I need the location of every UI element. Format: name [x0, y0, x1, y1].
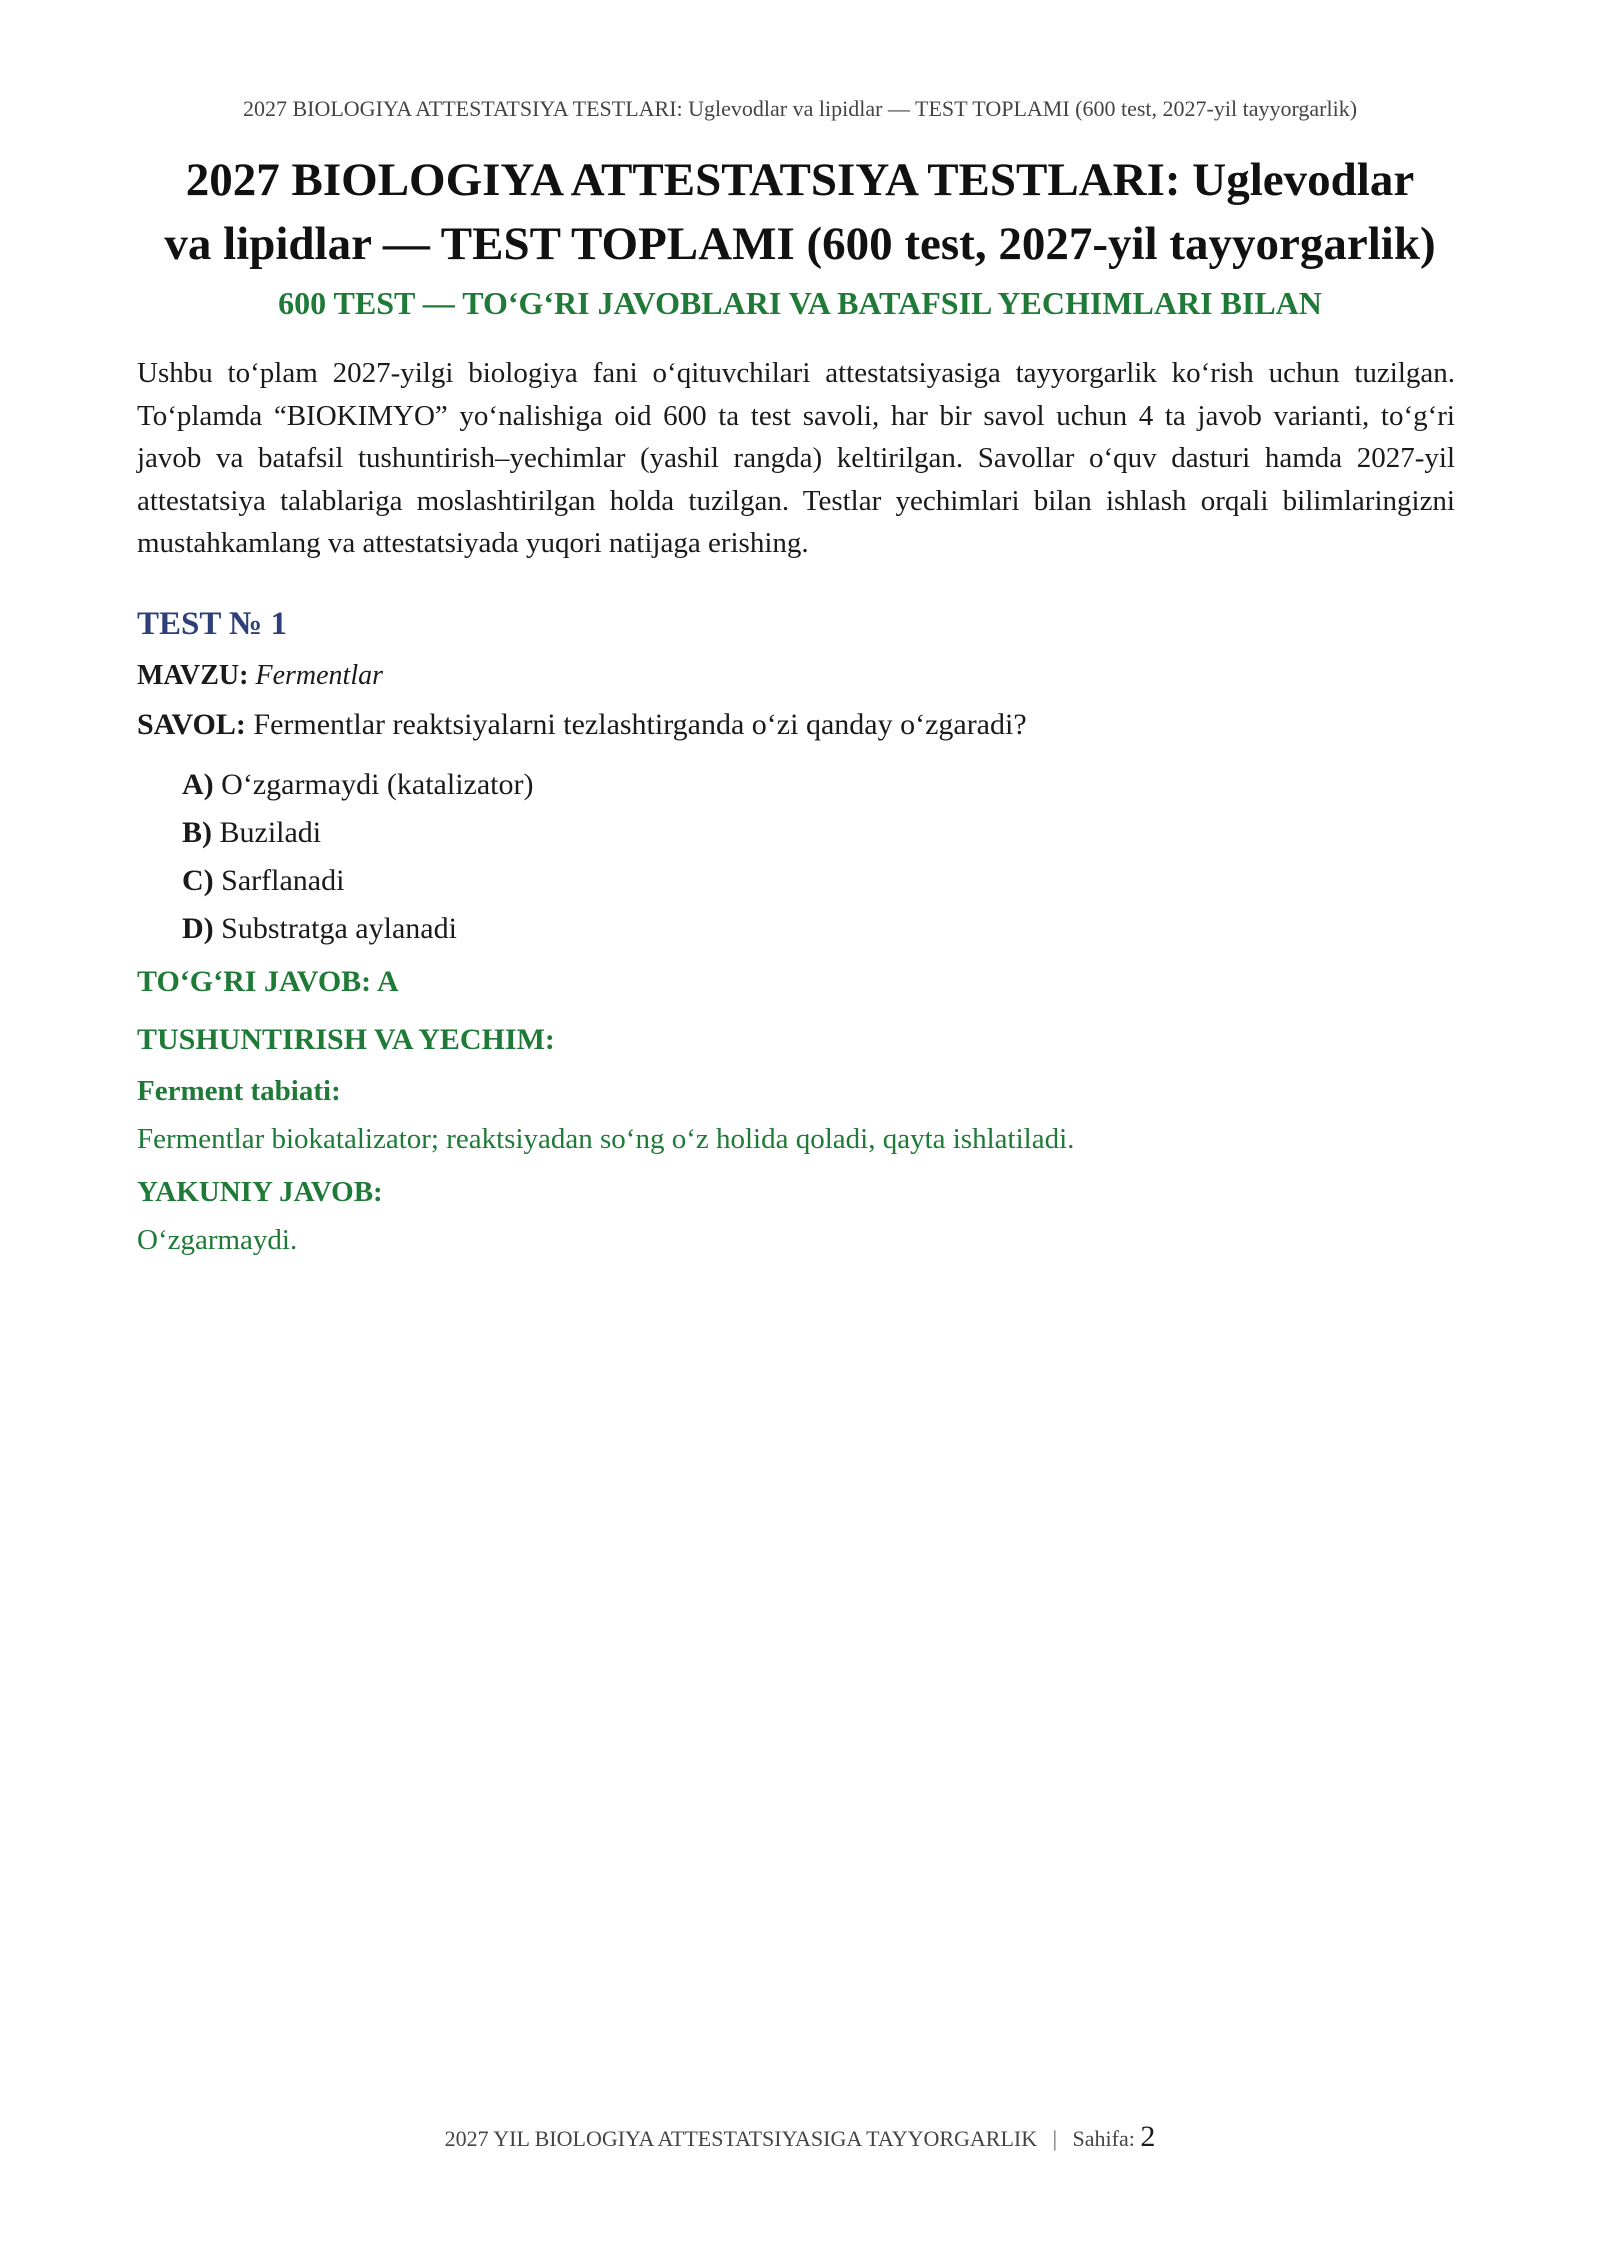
page-footer [0, 2120, 1600, 2154]
option-letter: D) [182, 912, 214, 945]
option-text: O‘zgarmaydi (katalizator) [221, 768, 534, 801]
option-b [182, 814, 534, 862]
option-text: Substratga aylanadi [221, 912, 457, 945]
explanation-heading: TUSHUNTIRISH VA YECHIM: [137, 1023, 555, 1056]
footer-text: 2027 YIL BIOLOGIYA ATTESTATSIYASIGA TAYYORGARLIK [444, 2126, 1038, 2151]
document-subtitle: 600 TEST — TO‘G‘RI JAVOBLARI VA BATAFSIL YECHIMLARI BILAN [278, 285, 1322, 321]
option-a [182, 766, 534, 814]
option-c [182, 862, 534, 910]
question-line [137, 708, 1027, 742]
option-text: Sarflanadi [221, 864, 345, 897]
topic-label: MAVZU: [137, 660, 249, 691]
document-title-line-2: va lipidlar — TEST TOPLAMI (600 test, 2027-yil tayyorgarlik) [164, 218, 1436, 270]
correct-answer: TO‘G‘RI JAVOB: A [137, 965, 399, 998]
option-letter: A) [182, 768, 214, 801]
document-title-line-1: 2027 BIOLOGIYA ATTESTATSIYA TESTLARI: Uglevodlar [185, 154, 1415, 206]
question-label: SAVOL: [137, 708, 246, 741]
topic-line [137, 660, 383, 692]
option-text: Buziladi [219, 816, 322, 849]
final-answer-heading: YAKUNIY JAVOB: [137, 1176, 383, 1208]
page-number: 2 [1140, 2120, 1156, 2153]
test-heading: TEST № 1 [137, 606, 287, 642]
running-header: 2027 BIOLOGIYA ATTESTATSIYA TESTLARI: Uglevodlar va lipidlar — TEST TOPLAMI (600 test, 2027-yil tayyorgarlik) [242, 96, 1358, 121]
option-letter: C) [182, 864, 214, 897]
topic-value: Fermentlar [255, 660, 384, 691]
answer-options [182, 766, 534, 958]
question-text: Fermentlar reaktsiyalarni tezlashtirganda o‘zi qanday o‘zgaradi? [253, 708, 1027, 741]
option-d [182, 910, 534, 958]
explanation-subheading: Ferment tabiati: [137, 1075, 341, 1107]
explanation-text: Fermentlar biokatalizator; reaktsiyadan so‘ng o‘z holida qoladi, qayta ishlatiladi. [137, 1123, 1075, 1155]
document-title [120, 148, 1480, 276]
page-label: Sahifa: [1072, 2126, 1135, 2151]
intro-paragraph: Ushbu to‘plam 2027-yilgi biologiya fani o‘qituvchilari attestatsiyasiga tayyorgarlik ko‘rish uchun tuzilgan. To‘plamda “BIOKIMYO” yo‘nalishiga oid 600 ta test savoli, har bir savol uchun 4 ta javob varianti, to‘g‘ri javob va batafsil tushuntirish–yechimlar (yashil rangda) keltirilgan. Savollar o‘quv dasturi hamda 2027-yil attestatsiya talablariga moslashtirilgan holda tuzilgan. Testlar yechimlari bilan ishlash orqali bilimlaringizni mustahkamlang va attestatsiyada yuqori natijaga erishing. [137, 357, 1455, 559]
final-answer-text: O‘zgarmaydi. [137, 1224, 298, 1256]
option-letter: B) [182, 816, 212, 849]
footer-separator: | [1052, 2126, 1058, 2151]
